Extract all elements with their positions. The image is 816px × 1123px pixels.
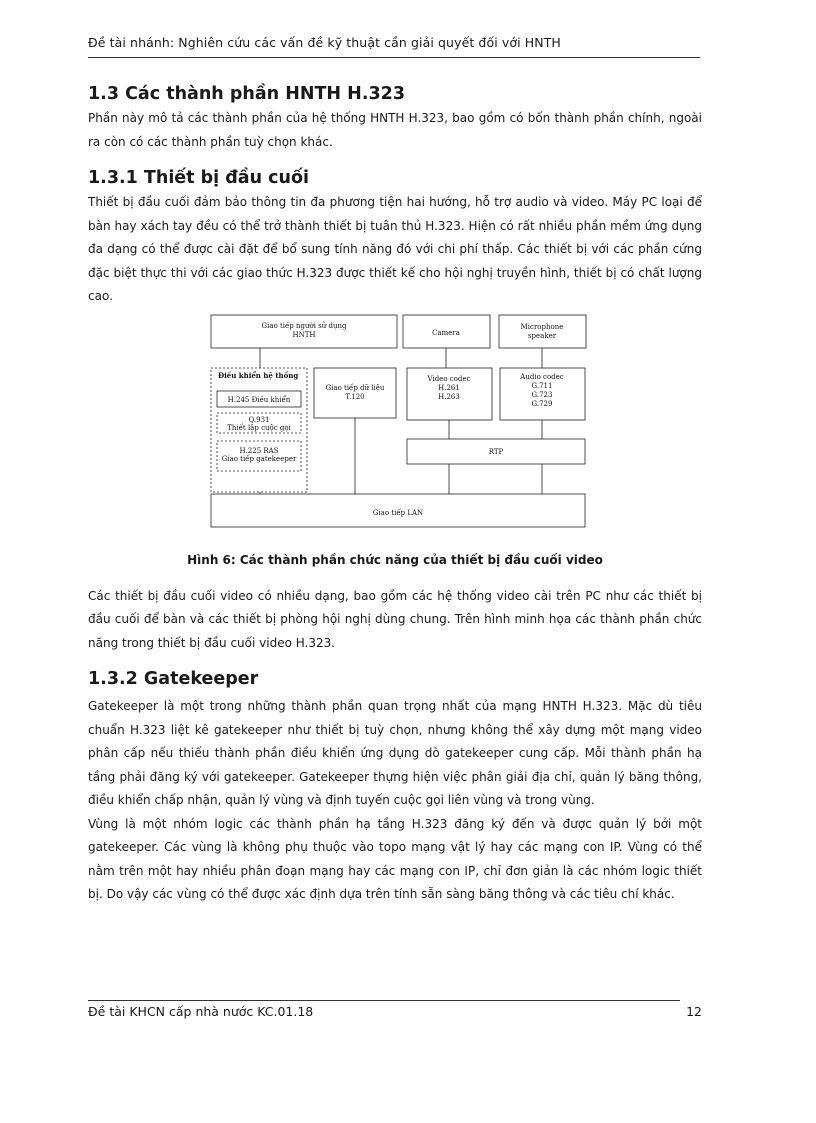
- h245-label: H.245 Điều khiển: [227, 395, 291, 404]
- document-body: [88, 70, 702, 907]
- h225-label-2: Giao tiếp gatekeeper: [221, 454, 297, 463]
- data-label-1: Giao tiếp dữ liệu: [325, 383, 385, 392]
- data-label-2: T.120: [345, 392, 365, 401]
- header-divider: [88, 57, 700, 58]
- video-label-3: H.263: [438, 392, 460, 401]
- page-header: Đề tài nhánh: Nghiên cứu các vấn đề kỹ thuật cần giải quyết đối với HNTH: [88, 35, 561, 50]
- audio-label-4: G.729: [531, 399, 553, 408]
- section-1-3-2-paragraph-2: Vùng là một nhóm logic các thành phần hạ tầng H.323 đăng ký đến và được quản lý bởi một gatekeeper. Các vùng là không phụ thuộc vào topo mạng vật lý hay các mạng con IP. Vùng có thể nằm trên một hay nhiều phân đoạn mạng hay các mạng con IP, chỉ đơn giản là các nhóm logic thiết bị. Do vậy các vùng có thể được xác định dựa trên tính sẵn sàng băng thông và các tiêu chí khác.: [88, 816, 702, 901]
- video-label-1: Video codec: [427, 374, 471, 383]
- lan-label: Giao tiếp LAN: [372, 508, 424, 517]
- audio-label-2: G.711: [531, 381, 553, 390]
- sys-ctrl-label: Điều khiển hệ thống: [218, 370, 299, 380]
- page-number: 12: [686, 1004, 702, 1019]
- audio-label-1: Audio codec: [520, 372, 564, 381]
- h225-label-1: H.225 RAS: [239, 446, 279, 455]
- section-1-3-2-paragraph-1: Gatekeeper là một trong những thành phần quan trọng nhất của mạng HNTH H.323. Mặc dù tiêu chuẩn H.323 liệt kê gatekeeper như thiết bị tuỳ chọn, nhưng không thể xây dựng một mạng video phân cấp nếu thiếu thành phần điều khiển ứng dụng dò gatekeeper cung cấp. Mỗi thành phần hạ tầng phải đăng ký với gatekeeper. Gatekeeper thựng hiện việc phân giải địa chỉ, quản lý băng thông, điều khiển chấp nhận, quản lý vùng và định tuyến cuộc gọi liên vùng và trong vùng.: [88, 699, 702, 807]
- section-1-3-heading: 1.3 Các thành phần HNTH H.323: [88, 84, 405, 104]
- ui-label-2: HNTH: [292, 330, 316, 339]
- section-1-3-1-paragraph-1: Thiết bị đầu cuối đảm bảo thông tin đa phương tiện hai hướng, hỗ trợ audio và video. Máy PC loại để bàn hay xách tay đều có thể trở thành thiết bị tuân thủ H.323. Hiện có rất nhiều phần mềm ứng dụng đa dạng có thể được cài đặt để bổ sung tính năng đó với chi phí thấp. Các thiết bị với các phần cứng đặc biệt thực thi với các giao thức H.323 được thiết kế cho hội nghị truyền hình, thiết bị có chất lượng cao.: [88, 195, 702, 303]
- section-1-3-2-heading: 1.3.2 Gatekeeper: [88, 669, 259, 689]
- audio-label-3: G.723: [531, 390, 553, 399]
- video-label-2: H.261: [438, 383, 460, 392]
- q931-label-1: Q.931: [248, 415, 270, 424]
- rtp-label: RTP: [488, 447, 504, 456]
- figure-caption: Hình 6: Các thành phần chức năng của thiết bị đầu cuối video: [187, 552, 603, 567]
- page-footer: [88, 1004, 702, 1019]
- section-1-3-1-paragraph-2: Các thiết bị đầu cuối video có nhiều dạng, bao gồm các hệ thống video cài trên PC như các thiết bị đầu cuối để bàn và các thiết bị phòng hội nghị dùng chung. Trên hình minh họa các thành phần chức năng trong thiết bị đầu cuối video H.323.: [88, 588, 702, 650]
- footer-divider: [88, 1000, 680, 1001]
- q931-label-2: Thiết lập cuộc gọi: [227, 423, 291, 432]
- mic-label-2: speaker: [527, 331, 557, 340]
- diagram-svg: [88, 311, 702, 551]
- footer-text: Đề tài KHCN cấp nhà nước KC.01.18: [88, 1004, 314, 1019]
- section-1-3-paragraph: Phần này mô tả các thành phần của hệ thống HNTH H.323, bao gồm có bốn thành phần chính, ngoài ra còn có các thành phần tuỳ chọn khác.: [88, 111, 702, 149]
- camera-label: Camera: [432, 328, 460, 337]
- mic-label-1: Microphone: [520, 322, 564, 331]
- ui-label-1: Giao tiếp người sử dụng: [261, 321, 347, 330]
- section-1-3-1-heading: 1.3.1 Thiết bị đầu cuối: [88, 168, 309, 188]
- terminal-diagram: [88, 311, 702, 551]
